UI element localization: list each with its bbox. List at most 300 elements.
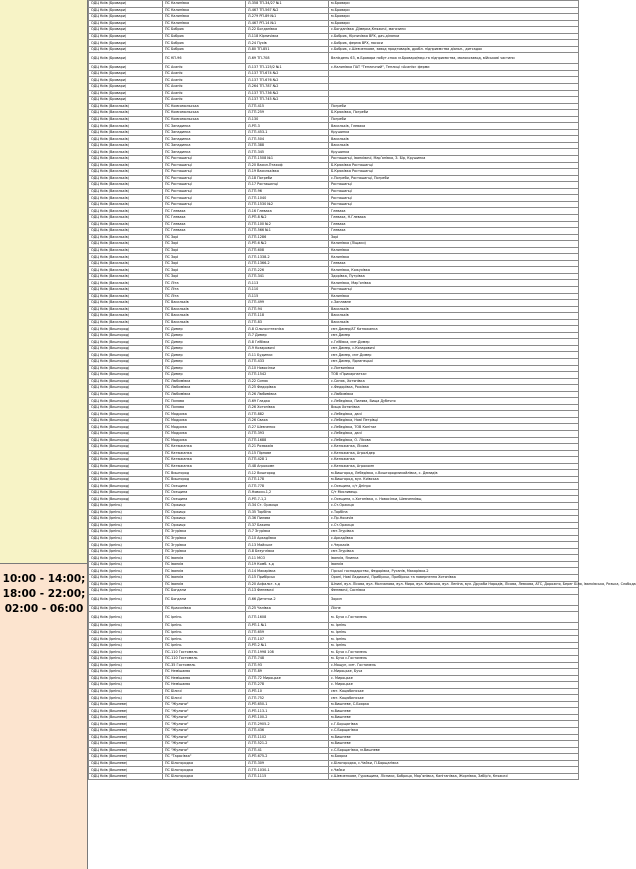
line-cell: Л-Новоси-1,2	[246, 489, 329, 496]
line-cell: Л-80 ТП-851	[246, 46, 329, 53]
line-cell: Л-ТП-83	[246, 319, 329, 326]
dispatch-center-cell: ОДЦ Київ (Васильків)	[89, 182, 163, 189]
consumers-cell: Васильків	[329, 306, 579, 313]
substation-cell: ПС Димер	[163, 365, 246, 372]
substation-cell: ПС Димер	[163, 332, 246, 339]
line-cell: Л-ТП-309	[246, 760, 329, 767]
consumers-cell: Глеваха	[329, 260, 579, 267]
consumers-cell: Глеваха, Н.Глеваха	[329, 214, 579, 221]
consumers-cell: с.Любимівка	[329, 391, 579, 398]
line-cell: Л-118 Кірпичівка	[246, 33, 329, 40]
consumers-cell: с.Бобрик, Кірпичівка ВРХ, дач.ділянки	[329, 33, 579, 40]
dispatch-center-cell: ОДЦ Київ (Вишгород)	[89, 444, 163, 451]
line-cell: Л-17 Росташинці	[246, 182, 329, 189]
line-cell: Л-137 ТП-125/2 №1	[246, 64, 329, 71]
line-cell: Л-РП-8 №2	[246, 214, 329, 221]
dispatch-center-cell: ОДЦ Київ (Васильків)	[89, 214, 163, 221]
line-cell: Л-РП-113-1	[246, 708, 329, 715]
substation-cell: ПС Росташинці	[163, 182, 246, 189]
consumers-cell: с.Бобрик, с.Шевченкове, завод продтоварів, дробл. підприємства діяльн., дитсадок	[329, 46, 579, 53]
line-cell: Л-ТП-93	[246, 662, 329, 669]
substation-cell: ПС Васильків	[163, 313, 246, 320]
line-cell: Л-ТП-72 Мироцьке	[246, 675, 329, 682]
consumers-cell: Калинівка (Ліщаки)	[329, 241, 579, 248]
substation-cell: ПС Комсомольська	[163, 103, 246, 110]
dispatch-center-cell: ОДЦ Київ (Ірпінь)	[89, 612, 163, 623]
consumers-cell: Калинівка	[329, 254, 579, 261]
line-cell: Л-ТП-504	[246, 136, 329, 143]
consumers-cell: Іванків, Ялинка	[329, 555, 579, 562]
schedule-time-line: 10:00 - 14:00;	[2, 573, 86, 585]
consumers-cell: с. Мироцьке	[329, 675, 579, 682]
line-cell: Л-36 Пилява	[246, 516, 329, 523]
line-cell: Л-27 Шевченко	[246, 424, 329, 431]
consumers-cell: м.Вишневе	[329, 741, 579, 748]
dispatch-center-cell: ОДЦ Київ (Вишгород)	[89, 417, 163, 424]
dispatch-center-cell: ОДЦ Київ (Ірпінь)	[89, 542, 163, 549]
line-cell: Л-137 ТП-736 №2	[246, 90, 329, 97]
substation-cell: ПС Ірпінь	[163, 636, 246, 643]
substation-cell: ПС Літа	[163, 293, 246, 300]
line-cell: Л-ТП-96	[246, 188, 329, 195]
line-cell: Л-130	[246, 116, 329, 123]
substation-cell: ПС Богдани	[163, 594, 246, 605]
dispatch-center-cell: ОДЦ Київ (Ірпінь)	[89, 535, 163, 542]
line-cell: Л-7 Згурівка	[246, 529, 329, 536]
consumers-cell: м.Боярка	[329, 754, 579, 761]
dispatch-center-cell: ОДЦ Київ (Васильків)	[89, 319, 163, 326]
dispatch-center-cell: ОДЦ Київ (Вишгород)	[89, 372, 163, 379]
line-cell: Л-69 ТП-708	[246, 53, 329, 64]
line-cell: Л-34 Ст. Оржиця	[246, 503, 329, 510]
line-cell: Л-358 ТП-34/27 №1	[246, 1, 329, 8]
line-cell: Л-ТП-521-2	[246, 741, 329, 748]
line-cell: Л-16 Глеваха	[246, 208, 329, 215]
consumers-cell: Глеваха	[329, 228, 579, 235]
dispatch-center-cell: ОДЦ Київ (Вишгород)	[89, 496, 163, 503]
substation-cell: ПС Згурівка	[163, 542, 246, 549]
substation-cell: ПС Росташинці	[163, 195, 246, 202]
consumers-cell: смт.Димер, с.Козаровичі	[329, 345, 579, 352]
line-cell: Л-ТП-1542	[246, 372, 329, 379]
dispatch-center-cell: ОДЦ Київ (Васильків)	[89, 286, 163, 293]
line-cell: Л-ТП-659	[246, 629, 329, 636]
line-cell: Л-ТП-1102	[246, 734, 329, 741]
line-cell: Л-26 Любимівка	[246, 391, 329, 398]
dispatch-center-cell: ОДЦ Київ (Вишгород)	[89, 411, 163, 418]
substation-cell: ПС Глеваха	[163, 221, 246, 228]
consumers-cell: Іванків	[329, 561, 579, 568]
dispatch-center-cell: ОДЦ Київ (Васильків)	[89, 156, 163, 163]
consumers-cell: с.Лебедівка, О. Лісова	[329, 437, 579, 444]
line-cell: Л-8 Безуглівка	[246, 548, 329, 555]
line-cell: Л-137 ТП-674 №2	[246, 70, 329, 77]
consumers-cell: Калинівка	[329, 293, 579, 300]
dispatch-center-cell: ОДЦ Київ (Бровари)	[89, 14, 163, 21]
consumers-cell: с.Катюжанка, Агрокомп	[329, 463, 579, 470]
consumers-cell: м.Вишгород, Лебедівка, с.Вишгородмихайлівка, с. Демидів	[329, 470, 579, 477]
schedule-time-line: 02:00 - 06:00	[4, 603, 84, 615]
substation-cell: ПС Глеваха	[163, 208, 246, 215]
substation-cell: ПС Асанія	[163, 90, 246, 97]
substation-cell: ПС Росташинці	[163, 156, 246, 163]
substation-cell: ПС Бобрик	[163, 46, 246, 53]
consumers-cell: с.Черкасів	[329, 542, 579, 549]
line-cell: Л-8 Сільгосптехніка	[246, 326, 329, 333]
substation-cell: ПС "Жуляни"	[163, 747, 246, 754]
dispatch-center-cell: ОДЦ Київ (Васильків)	[89, 273, 163, 280]
substation-cell: ПС Бобрик	[163, 33, 246, 40]
line-cell: Л-ТП-1530 №2	[246, 201, 329, 208]
dispatch-center-cell: ОДЦ Київ (Бровари)	[89, 97, 163, 104]
consumers-cell: с.Шевченкове, Гуровщина, Лісники, Бобриця, Марʼянівка, Капітанівка, Жорнівка, Забір'я, Княжичі	[329, 773, 579, 780]
consumers-cell: м. Ірпінь	[329, 623, 579, 630]
line-cell: Л-РП-7-1,2	[246, 496, 329, 503]
line-cell: Л-ТП-415	[246, 103, 329, 110]
consumers-cell: Глеваха	[329, 208, 579, 215]
substation-cell: ПС Модрика	[163, 411, 246, 418]
dispatch-center-cell: ОДЦ Київ (Васильків)	[89, 247, 163, 254]
dispatch-center-cell: ОДЦ Київ (Васильків)	[89, 260, 163, 267]
consumers-cell: Росташинці	[329, 195, 579, 202]
dispatch-center-cell: ОДЦ Київ (Ірпінь)	[89, 522, 163, 529]
line-cell: Л-279 РП-89 №1	[246, 14, 329, 21]
dispatch-center-cell: ОДЦ Київ (Вишгород)	[89, 378, 163, 385]
dispatch-center-cell: ОДЦ Київ (Ірпінь)	[89, 575, 163, 582]
dispatch-center-cell: ОДЦ Київ (Вишгород)	[89, 424, 163, 431]
dispatch-center-cell: ОДЦ Київ (Ірпінь)	[89, 581, 163, 588]
dispatch-center-cell: ОДЦ Київ (Вишневе)	[89, 741, 163, 748]
line-cell: Л-ТП-608	[246, 247, 329, 254]
substation-cell: ПС Любимівка	[163, 385, 246, 392]
consumers-cell: Зорин	[329, 594, 579, 605]
dispatch-center-cell: ОДЦ Київ (Бровари)	[89, 33, 163, 40]
substation-cell: ПС Іванків	[163, 555, 246, 562]
line-cell: Л-РП-100-2	[246, 714, 329, 721]
dispatch-center-cell: ОДЦ Київ (Бровари)	[89, 40, 163, 47]
line-cell: Л-ТП-1998 108	[246, 649, 329, 656]
line-cell: Л-10 Аркадіївка	[246, 535, 329, 542]
substation-cell: ПС Іванків	[163, 575, 246, 582]
substation-cell: ПС Красилівка	[163, 605, 246, 612]
line-cell: Л-ТП-1030-1	[246, 767, 329, 774]
substation-cell: ПС Ірпінь	[163, 642, 246, 649]
consumers-cell: с.Катюжанка, Агролідер	[329, 450, 579, 457]
consumers-cell: Б.Крюківка, Погреби	[329, 110, 579, 117]
line-cell: Л-ТП-1338-2	[246, 254, 329, 261]
consumers-cell: Крушинка	[329, 149, 579, 156]
dispatch-center-cell: ОДЦ Київ (Васильків)	[89, 110, 163, 117]
line-cell: Л-РП-3	[246, 123, 329, 130]
consumers-cell: с.Катюжанка	[329, 457, 579, 464]
line-cell: Л-19 Васильківка	[246, 169, 329, 176]
substation-cell: ПС Западинка	[163, 142, 246, 149]
dispatch-center-cell: ОДЦ Київ (Ірпінь)	[89, 623, 163, 630]
substation-cell: ПС Асанія	[163, 70, 246, 77]
dispatch-center-cell: ОДЦ Київ (Васильків)	[89, 116, 163, 123]
dispatch-center-cell: ОДЦ Київ (Вишневе)	[89, 734, 163, 741]
substation-cell: ПС Вишгород	[163, 470, 246, 477]
consumers-cell: м.Бровари	[329, 20, 579, 27]
dispatch-center-cell: ОДЦ Київ (Ірпінь)	[89, 605, 163, 612]
line-cell: Л-35 Торбіна	[246, 509, 329, 516]
consumers-cell: Васильків, Глеваха	[329, 123, 579, 130]
line-cell: Л-ТП-259	[246, 110, 329, 117]
dispatch-center-cell: ОДЦ Київ (Ірпінь)	[89, 649, 163, 656]
schedule-time-line: 18:00 - 22:00;	[2, 588, 86, 600]
line-cell: Л-26 Хотянівка	[246, 404, 329, 411]
line-cell: Л-467 РП-14 №1	[246, 20, 329, 27]
line-cell: Л-25 Федорівка	[246, 385, 329, 392]
consumers-cell: с.Лебедівка, Пилява, Вища Дубечня	[329, 398, 579, 405]
substation-cell: ПС Димер	[163, 352, 246, 359]
consumers-cell: с.Лебедівка, дачі	[329, 411, 579, 418]
consumers-cell: с.Ст.Оржиця	[329, 503, 579, 510]
dispatch-center-cell: ОДЦ Київ (Вишневе)	[89, 760, 163, 767]
dispatch-center-cell: ОДЦ Київ (Вишгород)	[89, 450, 163, 457]
dispatch-center-cell: ОДЦ Київ (Васильків)	[89, 221, 163, 228]
consumers-cell: м. Ірпінь	[329, 642, 579, 649]
consumers-cell: м.Вишневе	[329, 734, 579, 741]
dispatch-center-cell: ОДЦ Київ (Васильків)	[89, 149, 163, 156]
dispatch-center-cell: ОДЦ Київ (Васильків)	[89, 254, 163, 261]
consumers-cell: м.Вишневе	[329, 708, 579, 715]
consumers-cell: с.Пр.Носачів	[329, 516, 579, 523]
line-cell: Л-15 Пірнове	[246, 450, 329, 457]
line-cell: Л-12 Вишгород	[246, 470, 329, 477]
line-cell: Л-РП-2 №1	[246, 642, 329, 649]
substation-cell: ПС Зорі	[163, 267, 246, 274]
substation-cell: ПС Ірпінь	[163, 629, 246, 636]
substation-cell: ПС Богдани	[163, 588, 246, 595]
dispatch-center-cell: ОДЦ Київ (Васильків)	[89, 162, 163, 169]
dispatch-center-cell: ОДЦ Київ (Ірпінь)	[89, 695, 163, 702]
substation-cell: ПС Осещина	[163, 489, 246, 496]
substation-cell: ПС Росташинці	[163, 162, 246, 169]
consumers-cell: м. Буча с.Гостомель	[329, 649, 579, 656]
dispatch-center-cell: ОДЦ Київ (Васильків)	[89, 293, 163, 300]
consumers-cell: Погреби	[329, 103, 579, 110]
line-cell: Л-13 Феневичі	[246, 588, 329, 595]
substation-cell: ПС Западинка	[163, 136, 246, 143]
consumers-cell: Росташинці	[329, 182, 579, 189]
dispatch-center-cell: ОДЦ Київ (Вишгород)	[89, 391, 163, 398]
consumers-cell: с.Мощун, смт. Гостомель	[329, 662, 579, 669]
dispatch-center-cell: ОДЦ Київ (Бровари)	[89, 70, 163, 77]
consumers-cell: Васильків	[329, 319, 579, 326]
substation-cell: ПС Димер	[163, 372, 246, 379]
substation-cell: ПС-35 Гостомель	[163, 662, 246, 669]
consumers-cell: с.Аркадіївка	[329, 535, 579, 542]
substation-cell: ПС Згурівка	[163, 529, 246, 536]
substation-cell: ПС Западинка	[163, 149, 246, 156]
line-cell: Л-ТП-345	[246, 149, 329, 156]
table-row	[89, 594, 579, 605]
consumers-cell: Гірські господарство, Федорівка, Русанів, Макарівка-2	[329, 568, 579, 575]
substation-cell: ПС Асанія	[163, 97, 246, 104]
substation-cell: ПС Оржиця	[163, 516, 246, 523]
dispatch-center-cell: ОДЦ Київ (Вишневе)	[89, 773, 163, 780]
table-row	[89, 773, 579, 780]
consumers-cell: Б.Крюківка Росташинці	[329, 162, 579, 169]
line-cell: Л-ТП-566 №1	[246, 228, 329, 235]
substation-cell: ПС Літа	[163, 286, 246, 293]
substation-cell: ПС Бобрик	[163, 27, 246, 34]
dispatch-center-cell: ОДЦ Київ (Васильків)	[89, 175, 163, 182]
dispatch-center-cell: ОДЦ Київ (Васильків)	[89, 142, 163, 149]
consumers-cell: с.Федорівка, Рожівка	[329, 385, 579, 392]
consumers-cell: Велікдень 63, м.Бровари побут.спож м.Бровари/мкр.та підприємства, молокозавод, військові частини	[329, 53, 579, 64]
dispatch-center-cell: ОДЦ Київ (Ірпінь)	[89, 662, 163, 669]
substation-cell: ПС Білогородка	[163, 760, 246, 767]
dispatch-center-cell: ОДЦ Київ (Вишгород)	[89, 339, 163, 346]
dispatch-center-cell: ОДЦ Київ (Бровари)	[89, 7, 163, 14]
consumers-cell: м.Вишневе, С.Боярка	[329, 701, 579, 708]
substation-cell: ПС КП-96	[163, 53, 246, 64]
substation-cell: ПС Любимівка	[163, 378, 246, 385]
consumers-cell: Орані, Нові Ладижичі, Прибірськ, Прибірськ та повернення Хотянівка	[329, 575, 579, 582]
substation-cell: ПС Вишгород	[163, 476, 246, 483]
dispatch-center-cell: ОДЦ Київ (Бровари)	[89, 46, 163, 53]
line-cell: Л-ТП-748	[246, 655, 329, 662]
consumers-cell: Васильків	[329, 313, 579, 320]
dispatch-center-cell: ОДЦ Київ (Васильків)	[89, 228, 163, 235]
consumers-cell: С/т Мисливець	[329, 489, 579, 496]
dispatch-center-cell: ОДЦ Київ (Вишневе)	[89, 747, 163, 754]
line-cell: Л-113	[246, 280, 329, 287]
line-cell: Л-15 Прибірськ	[246, 575, 329, 582]
line-cell: Л-66 Дитятки-2	[246, 594, 329, 605]
dispatch-center-cell: ОДЦ Київ (Васильків)	[89, 267, 163, 274]
substation-cell: ПС Ірпінь	[163, 612, 246, 623]
line-cell: Л-48 Агрокомп	[246, 463, 329, 470]
dispatch-center-cell: ОДЦ Київ (Васильків)	[89, 195, 163, 202]
consumers-cell: с. Мироцьке	[329, 682, 579, 689]
substation-cell: ПС Біличі	[163, 695, 246, 702]
dispatch-center-cell: ОДЦ Київ (Вишгород)	[89, 385, 163, 392]
dispatch-center-cell: ОДЦ Київ (Ірпінь)	[89, 594, 163, 605]
substation-cell: ПС "Жуляни"	[163, 701, 246, 708]
consumers-cell: с.Г.Борщагівка	[329, 721, 579, 728]
substation-cell: ПС Асанія	[163, 84, 246, 91]
substation-cell: ПС Бобрик	[163, 40, 246, 47]
line-cell: Л-ТП-1508 №1	[246, 156, 329, 163]
dispatch-center-cell: ОДЦ Київ (Ірпінь)	[89, 561, 163, 568]
dispatch-center-cell: ОДЦ Київ (Ірпінь)	[89, 675, 163, 682]
substation-cell: ПС Модрика	[163, 424, 246, 431]
substation-cell: ПС Калинівка	[163, 20, 246, 27]
consumers-cell: с.Чайки	[329, 767, 579, 774]
dispatch-center-cell: ОДЦ Київ (Васильків)	[89, 306, 163, 313]
dispatch-center-cell: ОДЦ Київ (Васильків)	[89, 313, 163, 320]
line-cell: Л-24 Пухів	[246, 40, 329, 47]
substation-cell: ПС Димер	[163, 358, 246, 365]
consumers-cell: Глеваха	[329, 221, 579, 228]
consumers-cell: Феневичі, Соснівка	[329, 588, 579, 595]
dispatch-center-cell: ОДЦ Київ (Ірпінь)	[89, 516, 163, 523]
consumers-cell: Калинівка	[329, 247, 579, 254]
substation-cell: ПС "Жуляни"	[163, 721, 246, 728]
line-cell: Л-9 Козаровичі	[246, 345, 329, 352]
substation-cell: ПС Іванків	[163, 581, 246, 588]
line-cell: Л-РП-6 №2	[246, 241, 329, 248]
consumers-cell: Росташинці	[329, 188, 579, 195]
substation-cell: ПС Катюжанка	[163, 450, 246, 457]
dispatch-center-cell: ОДЦ Київ (Бровари)	[89, 1, 163, 8]
substation-cell: ПС Літа	[163, 280, 246, 287]
consumers-cell: с.Синяк, Хотянівка	[329, 378, 579, 385]
consumers-cell: м.Вишневе	[329, 714, 579, 721]
dispatch-center-cell: ОДЦ Київ (Ірпінь)	[89, 588, 163, 595]
dispatch-center-cell: ОДЦ Київ (Вишгород)	[89, 352, 163, 359]
line-cell: Л-РП-1 №1	[246, 623, 329, 630]
substation-cell: ПС Згурівка	[163, 535, 246, 542]
consumers-cell: с.Осещина, с.Хотянівка, с. Новосілки, Шевченківщ	[329, 496, 579, 503]
line-cell: Л-ТП-436	[246, 727, 329, 734]
line-cell: Л-ТП-341	[246, 273, 329, 280]
substation-cell: ПС Росташинці	[163, 188, 246, 195]
consumers-cell: Погреби	[329, 116, 579, 123]
line-cell: Л-8 Глібівка	[246, 339, 329, 346]
dispatch-center-cell: ОДЦ Київ (Вишневе)	[89, 767, 163, 774]
consumers-cell: с.Богданівка ,Дімерка,Княжичі, магазини	[329, 27, 579, 34]
line-cell: Л-467 ТП-567 №2	[246, 7, 329, 14]
consumers-cell: Шпилі, вул. Лісова, вул. Молчанова, вул. Мира, вул. Київська, вул. Леніна, вул. Дружби Народів, Лісова, Левкова, АТС, Дорожня, Берег Біля, Іванківська, Ризька, Слобода	[329, 581, 579, 588]
consumers-cell: м. Буча с.Гостомель	[329, 612, 579, 623]
substation-cell: ПС Зорі	[163, 234, 246, 241]
line-cell: Л-ТП-388	[246, 142, 329, 149]
dispatch-center-cell: ОДЦ Київ (Бровари)	[89, 53, 163, 64]
dispatch-center-cell: ОДЦ Київ (Васильків)	[89, 123, 163, 130]
line-cell: Л-37 Бакино	[246, 522, 329, 529]
substation-cell: ПС Модрика	[163, 431, 246, 438]
line-cell: Л-110	[246, 286, 329, 293]
line-cell: Л-137 ТП-676 №2	[246, 77, 329, 84]
substation-cell: ПС "Жуляни"	[163, 714, 246, 721]
substation-cell: ПС Немішаєво	[163, 675, 246, 682]
line-cell: Л-ТП-1286	[246, 234, 329, 241]
substation-cell: ПС Зорі	[163, 273, 246, 280]
consumers-cell: Зорі	[329, 234, 579, 241]
consumers-cell: с.Катюжанка, Лісова	[329, 444, 579, 451]
consumers-cell: м. Ірпінь	[329, 629, 579, 636]
consumers-cell: с.Заплавне	[329, 300, 579, 307]
line-cell: Л-25 Чалівка	[246, 605, 329, 612]
dispatch-center-cell: ОДЦ Київ (Васильків)	[89, 201, 163, 208]
dispatch-center-cell: ОДЦ Київ (Вишгород)	[89, 358, 163, 365]
line-cell: Л-ТП-278	[246, 682, 329, 689]
dispatch-center-cell: ОДЦ Київ (Вишневе)	[89, 701, 163, 708]
substation-cell: ПС Васильків	[163, 300, 246, 307]
dispatch-center-cell: ОДЦ Київ (Вишгород)	[89, 365, 163, 372]
dispatch-center-cell: ОДЦ Київ (Вишневе)	[89, 727, 163, 734]
line-cell: Л-ТП-393	[246, 431, 329, 438]
dispatch-center-cell: ОДЦ Київ (Бровари)	[89, 84, 163, 91]
substation-cell: ПС Зорі	[163, 247, 246, 254]
substation-cell: ПС Білогородка	[163, 773, 246, 780]
dispatch-center-cell: ОДЦ Київ (Вишгород)	[89, 332, 163, 339]
consumers-cell: с.Литвинівка	[329, 365, 579, 372]
substation-cell: ПС-110 Гостомель	[163, 649, 246, 656]
dispatch-center-cell: ОДЦ Київ (Вишгород)	[89, 470, 163, 477]
consumers-cell: ТОВ «Прикарпатка»	[329, 372, 579, 379]
dispatch-center-cell: ОДЦ Київ (Ірпінь)	[89, 636, 163, 643]
substation-cell: ПС Пилява	[163, 404, 246, 411]
dispatch-center-cell: ОДЦ Київ (Ірпінь)	[89, 629, 163, 636]
dispatch-center-cell: ОДЦ Київ (Бровари)	[89, 90, 163, 97]
line-cell: Л-ТП-882	[246, 411, 329, 418]
dispatch-center-cell: ОДЦ Київ (Ірпінь)	[89, 503, 163, 510]
